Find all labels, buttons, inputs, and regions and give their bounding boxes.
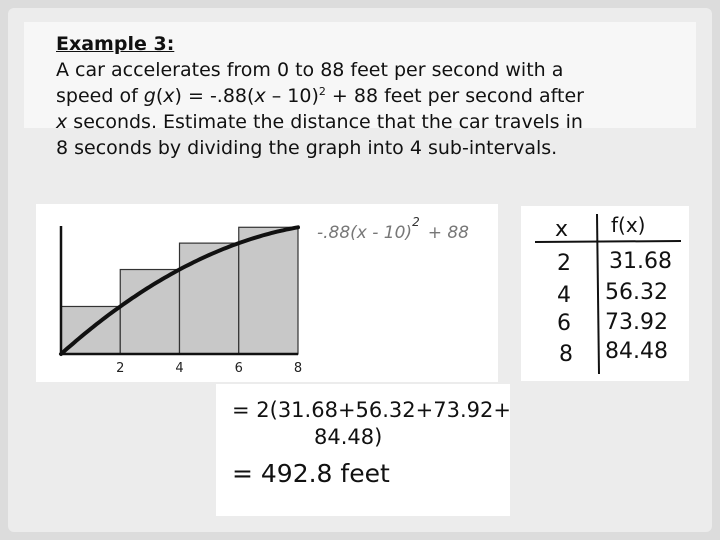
table-f-4: 56.32 [605,280,668,305]
problem-line-4: 8 seconds by dividing the graph into 4 sub-intervals. [56,137,558,159]
table-header-x: x [555,217,569,242]
example-heading: Example 3: [56,33,175,55]
table-f-6: 73.92 [605,310,668,335]
work-panel [216,384,510,516]
table-x-8: 8 [559,342,573,367]
table-x-2: 2 [557,251,571,276]
bar-8 [239,227,298,354]
problem-text [56,31,656,161]
work-line-1: = 2(31.68+56.32+73.92+ [232,398,510,422]
bar-4 [120,270,179,354]
bar-6 [180,243,239,354]
x-tick-6: 6 [234,361,243,376]
values-table [521,206,689,381]
problem-line-3: x seconds. Estimate the distance that the car travels in [56,111,583,133]
function-label: -.88(x - 10)$^2$+ 88 [317,215,469,243]
work-result: = 492.8 feet [232,459,390,488]
table-header-fx: f(x) [611,213,646,237]
table-f-8: 84.48 [605,339,668,364]
table-vertical-rule [597,214,599,374]
table-x-4: 4 [557,283,571,308]
x-tick-8: 8 [293,361,303,376]
problem-line-1: A car accelerates from 0 to 88 feet per second with a [56,59,564,81]
graph-panel [36,204,498,382]
problem-line-2: speed of g(x) = -.88(x – 10)$^2$ + 88 feet per second after [56,85,584,107]
table-x-6: 6 [557,311,571,336]
x-tick-2: 2 [116,361,125,376]
work-line-2: 84.48) [314,425,383,449]
riemann-sum-graph [36,204,498,382]
x-tick-4: 4 [175,361,184,376]
table-f-2: 31.68 [609,249,672,274]
